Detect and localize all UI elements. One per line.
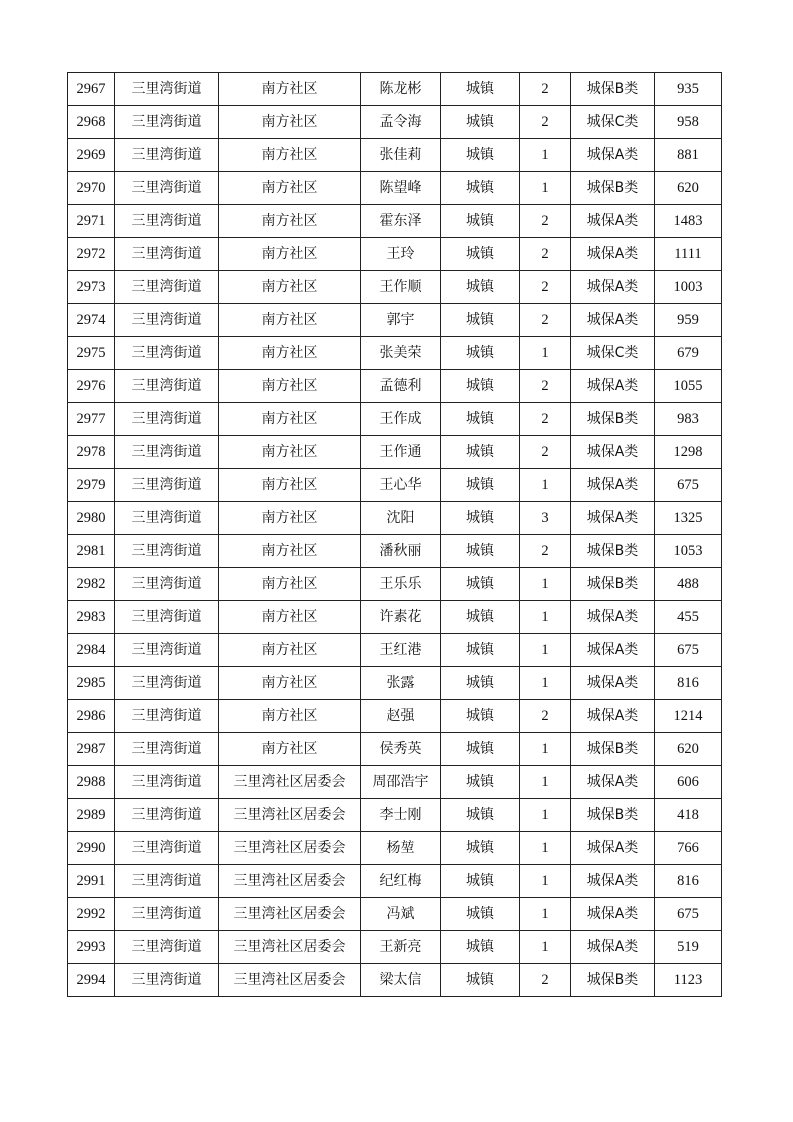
amount-cell: 881 [655,139,722,172]
household-size-cell: 2 [520,205,571,238]
table-body [68,73,722,997]
household-size-cell: 2 [520,106,571,139]
street-cell: 三里湾街道 [115,931,219,964]
household-size-cell: 2 [520,238,571,271]
community-cell: 南方社区 [219,700,361,733]
community-cell: 三里湾社区居委会 [219,832,361,865]
row-number-cell: 2988 [68,766,115,799]
category-cell: 城保A类 [571,370,655,403]
community-cell: 南方社区 [219,205,361,238]
table-row [68,964,722,997]
category-cell: 城保A类 [571,766,655,799]
area-type-cell: 城镇 [441,634,520,667]
table-row [68,535,722,568]
street-cell: 三里湾街道 [115,139,219,172]
name-cell: 沈阳 [361,502,441,535]
household-size-cell: 2 [520,700,571,733]
table-row [68,106,722,139]
table-row [68,238,722,271]
amount-cell: 1123 [655,964,722,997]
amount-cell: 675 [655,898,722,931]
document-page [67,72,722,997]
amount-cell: 675 [655,469,722,502]
table-row [68,766,722,799]
community-cell: 三里湾社区居委会 [219,865,361,898]
row-number-cell: 2989 [68,799,115,832]
household-size-cell: 2 [520,304,571,337]
community-cell: 南方社区 [219,337,361,370]
name-cell: 冯斌 [361,898,441,931]
household-size-cell: 3 [520,502,571,535]
table-row [68,205,722,238]
category-cell: 城保A类 [571,469,655,502]
name-cell: 王玲 [361,238,441,271]
community-cell: 南方社区 [219,436,361,469]
category-cell: 城保A类 [571,865,655,898]
row-number-cell: 2979 [68,469,115,502]
table-row [68,832,722,865]
area-type-cell: 城镇 [441,865,520,898]
street-cell: 三里湾街道 [115,799,219,832]
community-cell: 三里湾社区居委会 [219,931,361,964]
amount-cell: 606 [655,766,722,799]
amount-cell: 519 [655,931,722,964]
household-size-cell: 1 [520,898,571,931]
name-cell: 王心华 [361,469,441,502]
area-type-cell: 城镇 [441,172,520,205]
table-row [68,139,722,172]
amount-cell: 816 [655,667,722,700]
table-row [68,700,722,733]
amount-cell: 983 [655,403,722,436]
street-cell: 三里湾街道 [115,271,219,304]
area-type-cell: 城镇 [441,271,520,304]
street-cell: 三里湾街道 [115,700,219,733]
category-cell: 城保A类 [571,634,655,667]
street-cell: 三里湾街道 [115,568,219,601]
name-cell: 梁太信 [361,964,441,997]
street-cell: 三里湾街道 [115,535,219,568]
table-row [68,304,722,337]
table-row [68,337,722,370]
amount-cell: 679 [655,337,722,370]
area-type-cell: 城镇 [441,139,520,172]
area-type-cell: 城镇 [441,931,520,964]
table-row [68,436,722,469]
area-type-cell: 城镇 [441,502,520,535]
category-cell: 城保C类 [571,337,655,370]
area-type-cell: 城镇 [441,370,520,403]
name-cell: 王红港 [361,634,441,667]
amount-cell: 1325 [655,502,722,535]
street-cell: 三里湾街道 [115,733,219,766]
table-row [68,73,722,106]
table-row [68,601,722,634]
category-cell: 城保B类 [571,403,655,436]
category-cell: 城保A类 [571,700,655,733]
category-cell: 城保A类 [571,304,655,337]
category-cell: 城保C类 [571,106,655,139]
amount-cell: 620 [655,172,722,205]
row-number-cell: 2968 [68,106,115,139]
street-cell: 三里湾街道 [115,337,219,370]
category-cell: 城保B类 [571,964,655,997]
name-cell: 张美荣 [361,337,441,370]
street-cell: 三里湾街道 [115,601,219,634]
name-cell: 杨堃 [361,832,441,865]
household-size-cell: 1 [520,667,571,700]
amount-cell: 1111 [655,238,722,271]
community-cell: 南方社区 [219,238,361,271]
street-cell: 三里湾街道 [115,832,219,865]
community-cell: 南方社区 [219,733,361,766]
category-cell: 城保A类 [571,898,655,931]
area-type-cell: 城镇 [441,799,520,832]
name-cell: 王乐乐 [361,568,441,601]
name-cell: 赵强 [361,700,441,733]
row-number-cell: 2992 [68,898,115,931]
community-cell: 南方社区 [219,667,361,700]
amount-cell: 1053 [655,535,722,568]
street-cell: 三里湾街道 [115,634,219,667]
name-cell: 王作通 [361,436,441,469]
household-size-cell: 1 [520,733,571,766]
table-row [68,931,722,964]
community-cell: 南方社区 [219,469,361,502]
community-cell: 南方社区 [219,502,361,535]
amount-cell: 816 [655,865,722,898]
amount-cell: 958 [655,106,722,139]
community-cell: 南方社区 [219,106,361,139]
category-cell: 城保A类 [571,832,655,865]
table-row [68,271,722,304]
table-row [68,733,722,766]
category-cell: 城保B类 [571,535,655,568]
amount-cell: 935 [655,73,722,106]
row-number-cell: 2969 [68,139,115,172]
community-cell: 南方社区 [219,304,361,337]
name-cell: 周邵浩宇 [361,766,441,799]
row-number-cell: 2971 [68,205,115,238]
community-cell: 南方社区 [219,634,361,667]
row-number-cell: 2987 [68,733,115,766]
name-cell: 张露 [361,667,441,700]
amount-cell: 1483 [655,205,722,238]
street-cell: 三里湾街道 [115,667,219,700]
household-size-cell: 1 [520,337,571,370]
street-cell: 三里湾街道 [115,964,219,997]
community-cell: 三里湾社区居委会 [219,799,361,832]
household-size-cell: 1 [520,832,571,865]
table-row [68,172,722,205]
area-type-cell: 城镇 [441,832,520,865]
name-cell: 张佳莉 [361,139,441,172]
area-type-cell: 城镇 [441,568,520,601]
street-cell: 三里湾街道 [115,73,219,106]
name-cell: 陈龙彬 [361,73,441,106]
household-size-cell: 2 [520,436,571,469]
household-size-cell: 2 [520,370,571,403]
table-row [68,502,722,535]
table-row [68,370,722,403]
household-size-cell: 1 [520,634,571,667]
row-number-cell: 2975 [68,337,115,370]
table-row [68,568,722,601]
category-cell: 城保A类 [571,436,655,469]
row-number-cell: 2984 [68,634,115,667]
row-number-cell: 2981 [68,535,115,568]
area-type-cell: 城镇 [441,535,520,568]
household-size-cell: 1 [520,469,571,502]
row-number-cell: 2983 [68,601,115,634]
category-cell: 城保A类 [571,667,655,700]
table-row [68,469,722,502]
table-row [68,634,722,667]
street-cell: 三里湾街道 [115,172,219,205]
household-size-cell: 1 [520,172,571,205]
category-cell: 城保A类 [571,931,655,964]
area-type-cell: 城镇 [441,766,520,799]
name-cell: 孟令海 [361,106,441,139]
community-cell: 南方社区 [219,601,361,634]
area-type-cell: 城镇 [441,73,520,106]
category-cell: 城保A类 [571,271,655,304]
household-size-cell: 1 [520,865,571,898]
area-type-cell: 城镇 [441,304,520,337]
amount-cell: 1298 [655,436,722,469]
household-size-cell: 1 [520,799,571,832]
community-cell: 南方社区 [219,73,361,106]
community-cell: 南方社区 [219,535,361,568]
name-cell: 陈望峰 [361,172,441,205]
name-cell: 许素花 [361,601,441,634]
category-cell: 城保A类 [571,502,655,535]
household-size-cell: 2 [520,403,571,436]
row-number-cell: 2978 [68,436,115,469]
name-cell: 侯秀英 [361,733,441,766]
row-number-cell: 2977 [68,403,115,436]
row-number-cell: 2985 [68,667,115,700]
row-number-cell: 2994 [68,964,115,997]
area-type-cell: 城镇 [441,403,520,436]
category-cell: 城保A类 [571,205,655,238]
row-number-cell: 2972 [68,238,115,271]
table-row [68,403,722,436]
row-number-cell: 2970 [68,172,115,205]
household-size-cell: 2 [520,73,571,106]
row-number-cell: 2990 [68,832,115,865]
amount-cell: 959 [655,304,722,337]
category-cell: 城保B类 [571,73,655,106]
category-cell: 城保B类 [571,799,655,832]
community-cell: 南方社区 [219,403,361,436]
area-type-cell: 城镇 [441,667,520,700]
category-cell: 城保B类 [571,568,655,601]
amount-cell: 1214 [655,700,722,733]
area-type-cell: 城镇 [441,469,520,502]
street-cell: 三里湾街道 [115,370,219,403]
area-type-cell: 城镇 [441,733,520,766]
community-cell: 南方社区 [219,370,361,403]
amount-cell: 1003 [655,271,722,304]
table-row [68,865,722,898]
street-cell: 三里湾街道 [115,403,219,436]
name-cell: 霍东泽 [361,205,441,238]
street-cell: 三里湾街道 [115,865,219,898]
household-size-cell: 1 [520,568,571,601]
amount-cell: 620 [655,733,722,766]
name-cell: 王作顺 [361,271,441,304]
name-cell: 王作成 [361,403,441,436]
name-cell: 孟德利 [361,370,441,403]
household-size-cell: 1 [520,931,571,964]
street-cell: 三里湾街道 [115,469,219,502]
community-cell: 南方社区 [219,172,361,205]
table-row [68,799,722,832]
area-type-cell: 城镇 [441,205,520,238]
amount-cell: 766 [655,832,722,865]
row-number-cell: 2986 [68,700,115,733]
amount-cell: 418 [655,799,722,832]
community-cell: 南方社区 [219,271,361,304]
area-type-cell: 城镇 [441,601,520,634]
row-number-cell: 2991 [68,865,115,898]
area-type-cell: 城镇 [441,436,520,469]
records-table [67,72,722,997]
area-type-cell: 城镇 [441,238,520,271]
category-cell: 城保A类 [571,139,655,172]
community-cell: 南方社区 [219,568,361,601]
category-cell: 城保B类 [571,733,655,766]
area-type-cell: 城镇 [441,700,520,733]
household-size-cell: 2 [520,271,571,304]
household-size-cell: 1 [520,601,571,634]
row-number-cell: 2993 [68,931,115,964]
area-type-cell: 城镇 [441,337,520,370]
row-number-cell: 2974 [68,304,115,337]
street-cell: 三里湾街道 [115,106,219,139]
name-cell: 纪红梅 [361,865,441,898]
street-cell: 三里湾街道 [115,436,219,469]
street-cell: 三里湾街道 [115,766,219,799]
amount-cell: 455 [655,601,722,634]
category-cell: 城保B类 [571,172,655,205]
row-number-cell: 2973 [68,271,115,304]
category-cell: 城保A类 [571,238,655,271]
row-number-cell: 2982 [68,568,115,601]
row-number-cell: 2976 [68,370,115,403]
name-cell: 郭宇 [361,304,441,337]
community-cell: 三里湾社区居委会 [219,898,361,931]
street-cell: 三里湾街道 [115,205,219,238]
area-type-cell: 城镇 [441,106,520,139]
name-cell: 潘秋丽 [361,535,441,568]
category-cell: 城保A类 [571,601,655,634]
amount-cell: 488 [655,568,722,601]
area-type-cell: 城镇 [441,964,520,997]
street-cell: 三里湾街道 [115,898,219,931]
table-row [68,898,722,931]
name-cell: 王新亮 [361,931,441,964]
street-cell: 三里湾街道 [115,238,219,271]
table-row [68,667,722,700]
row-number-cell: 2967 [68,73,115,106]
household-size-cell: 1 [520,139,571,172]
row-number-cell: 2980 [68,502,115,535]
amount-cell: 675 [655,634,722,667]
community-cell: 三里湾社区居委会 [219,766,361,799]
street-cell: 三里湾街道 [115,304,219,337]
household-size-cell: 2 [520,964,571,997]
household-size-cell: 1 [520,766,571,799]
household-size-cell: 2 [520,535,571,568]
community-cell: 南方社区 [219,139,361,172]
area-type-cell: 城镇 [441,898,520,931]
name-cell: 李士刚 [361,799,441,832]
community-cell: 三里湾社区居委会 [219,964,361,997]
street-cell: 三里湾街道 [115,502,219,535]
amount-cell: 1055 [655,370,722,403]
